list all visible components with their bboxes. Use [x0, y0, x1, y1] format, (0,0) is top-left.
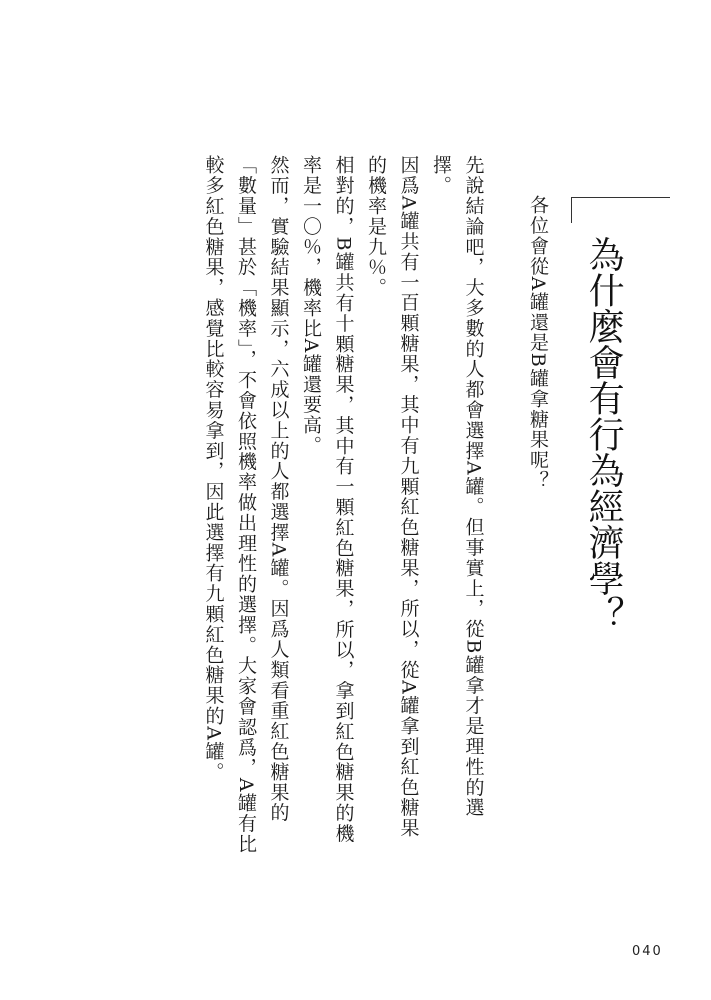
- paragraph-jar-b: 相對的，B罐共有十顆糖果，其中有一顆紅色糖果，所以，拿到紅色糖果的機率是一〇％，機率比A罐還要高。: [300, 155, 355, 844]
- paragraph-jar-a: 因爲A罐共有一百顆糖果，其中有九顆紅色糖果，所以，從A罐拿到紅色糖果的機率是九％。: [365, 155, 420, 839]
- paragraph-conclusion: 先說結論吧，大多數的人都會選擇A罐。但事實上，從B罐拿才是理性的選擇。: [430, 155, 485, 818]
- body-text: [197, 155, 554, 855]
- paragraph-question: 各位會從A罐還是B罐拿糖果呢？: [527, 195, 549, 491]
- title-bracket-top-rule: [571, 197, 670, 198]
- paragraph-experiment: 然而，實驗結果顯示，六成以上的人都選擇A罐。因爲人類看重紅色糖果的「數量」甚於「機率」，不會依照機率做出理性的選擇。大家會認爲，A罐有比較多紅色糖果，感覺比較容易拿到，因此選擇有九顆紅色糖果的A罐。: [202, 155, 290, 855]
- chapter-title: 為什麼會有行為經濟學？: [583, 236, 625, 632]
- page-number: 040: [632, 944, 663, 959]
- title-bracket-side-rule: [571, 197, 572, 223]
